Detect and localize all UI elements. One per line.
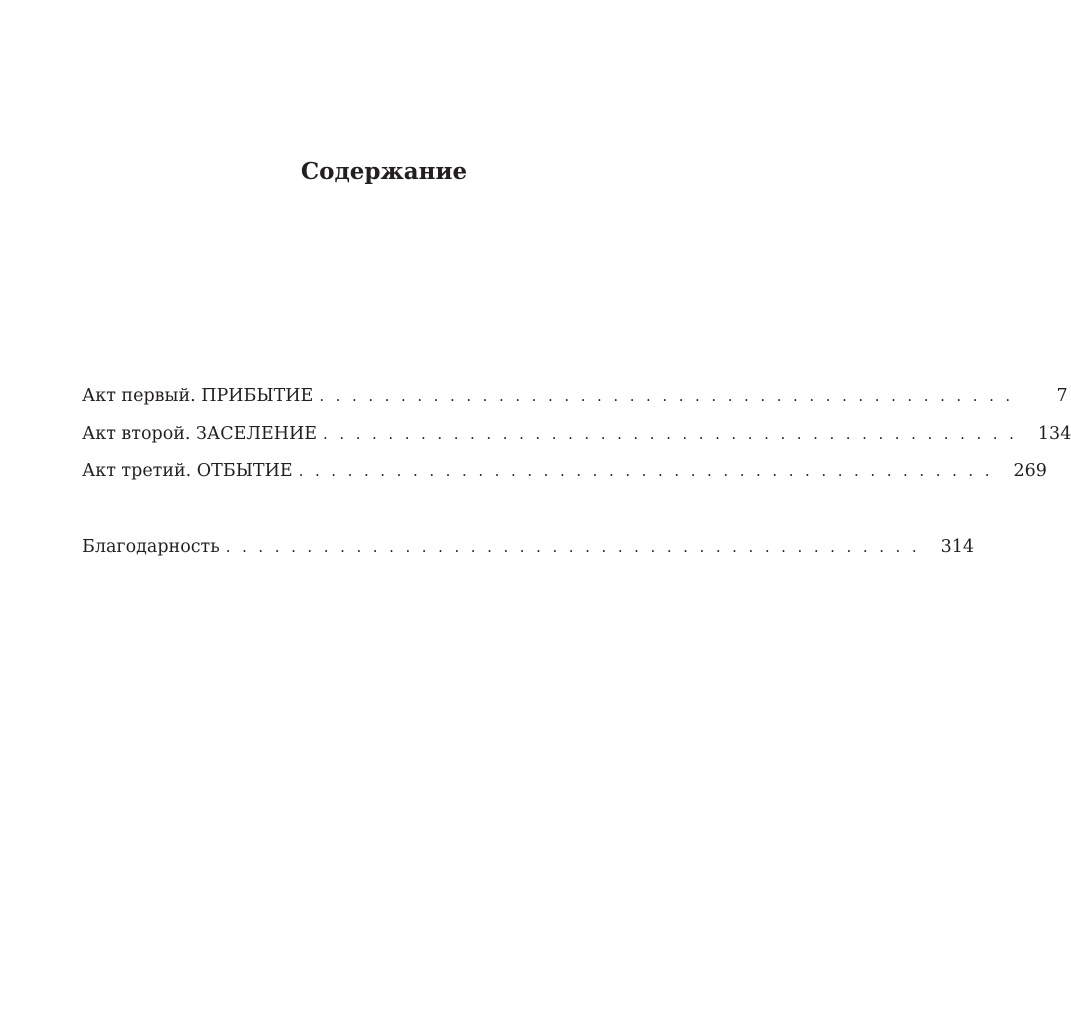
- toc-entry-label: Акт первый. ПРИБЫТИЕ: [82, 386, 314, 406]
- dot-leader: . . . . . . . . . . . . . . . . . . . . . . . . . . . . . . . . . . . . . . . . . . .: [319, 387, 1014, 405]
- toc-entry-label: Акт второй. ЗАСЕЛЕНИЕ: [82, 423, 318, 444]
- toc-entry-page: 314: [940, 536, 975, 557]
- toc-entry-act-one: [82, 382, 1068, 420]
- toc-entry-page: 7: [1056, 386, 1068, 406]
- table-of-contents: [82, 382, 1071, 570]
- toc-entry-label: Акт третий. ОТБЫТИЕ: [82, 461, 293, 481]
- toc-entry-page: 134: [1037, 423, 1071, 444]
- toc-entry-page: 269: [1013, 461, 1047, 481]
- dot-leader: . . . . . . . . . . . . . . . . . . . . . . . . . . . . . . . . . . . . . . . . . . .: [225, 537, 921, 556]
- dot-leader: . . . . . . . . . . . . . . . . . . . . . . . . . . . . . . . . . . . . . . . . . . .: [298, 462, 993, 480]
- toc-entry-acknowledgements: [82, 533, 975, 571]
- page-title: Содержание: [300, 158, 468, 185]
- toc-entry-act-three: [82, 457, 1047, 495]
- dot-leader: . . . . . . . . . . . . . . . . . . . . . . . . . . . . . . . . . . . . . . . . . . .: [323, 424, 1018, 443]
- toc-entry-act-two: [82, 420, 1071, 458]
- toc-entry-label: Благодарность: [82, 536, 220, 557]
